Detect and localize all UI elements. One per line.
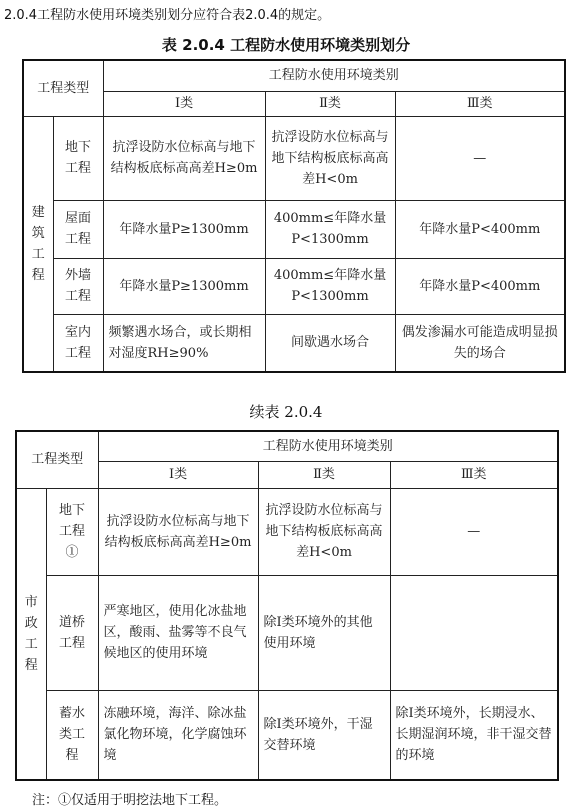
header-class-2: Ⅱ类 (265, 91, 395, 116)
group-label: 建筑工程 (31, 204, 45, 283)
table-note: 注：①仅适用于明挖法地下工程。 (32, 793, 228, 808)
cell-class-3: — (390, 488, 558, 575)
cell-class-1: 抗浮设防水位标高与地下结构板底标高高差H≥0m (103, 116, 265, 200)
cell-class-1: 冻融环境，海洋、除冰盐氯化物环境，化学腐蚀环境 (98, 690, 258, 780)
header-class-3: Ⅲ类 (395, 91, 565, 116)
cell-class-2: 间歇遇水场合 (265, 314, 395, 372)
row-name: 蓄水类工程 (46, 690, 98, 780)
cell-class-2: 除Ⅰ类环境外的其他使用环境 (258, 575, 390, 690)
table1-caption: 表 2.0.4 工程防水使用环境类别划分 (161, 36, 411, 54)
cell-class-3: 偶发渗漏水可能造成明显损失的场合 (395, 314, 565, 372)
cell-class-1: 年降水量P≥1300mm (103, 200, 265, 258)
group-label: 市政工程 (24, 594, 38, 673)
cell-class-3: 除Ⅰ类环境外，长期浸水、长期湿润环境，非干湿交替的环境 (390, 690, 558, 780)
header-env: 工程防水使用环境类别 (103, 60, 565, 91)
cell-class-1: 抗浮设防水位标高与地下结构板底标高高差H≥0m (98, 488, 258, 575)
table-row (16, 690, 558, 780)
header-type: 工程类型 (16, 431, 98, 488)
table-row (16, 575, 558, 690)
row-name: 外墙工程 (53, 258, 103, 314)
cell-class-2: 抗浮设防水位标高与地下结构板底标高高差H<0m (265, 116, 395, 200)
header-env: 工程防水使用环境类别 (98, 431, 558, 461)
group-municipal (16, 488, 46, 780)
table-header-row (23, 60, 565, 91)
table2-caption: 续表 2.0.4 (249, 403, 323, 421)
row-name: 地下工程① (46, 488, 98, 575)
row-name: 地下工程 (53, 116, 103, 200)
cell-class-1: 频繁遇水场合，或长期相对湿度RH≥90% (103, 314, 265, 372)
table-environment-building (22, 59, 566, 373)
header-class-1: Ⅰ类 (98, 461, 258, 488)
group-building (23, 116, 53, 372)
cell-class-2: 400mm≤年降水量P<1300mm (265, 200, 395, 258)
cell-class-3: 年降水量P<400mm (395, 200, 565, 258)
cell-class-3: 年降水量P<400mm (395, 258, 565, 314)
table-row (23, 116, 565, 200)
table-environment-municipal (15, 430, 559, 781)
table-header-cols (23, 91, 565, 116)
table-row (23, 314, 565, 372)
header-class-1: Ⅰ类 (103, 91, 265, 116)
cell-class-1: 严寒地区，使用化冰盐地区，酸雨、盐雾等不良气候地区的使用环境 (98, 575, 258, 690)
table-header-row (16, 431, 558, 461)
cell-class-2: 400mm≤年降水量P<1300mm (265, 258, 395, 314)
table-row (16, 488, 558, 575)
intro-text: 2.0.4工程防水使用环境类别划分应符合表2.0.4的规定。 (4, 8, 331, 23)
cell-class-3: — (395, 116, 565, 200)
cell-class-1: 年降水量P≥1300mm (103, 258, 265, 314)
header-class-3: Ⅲ类 (390, 461, 558, 488)
row-name: 道桥工程 (46, 575, 98, 690)
row-name: 室内工程 (53, 314, 103, 372)
cell-class-2: 抗浮设防水位标高与地下结构板底标高高差H<0m (258, 488, 390, 575)
row-name: 屋面工程 (53, 200, 103, 258)
header-class-2: Ⅱ类 (258, 461, 390, 488)
table-header-cols (16, 461, 558, 488)
table-row (23, 258, 565, 314)
cell-class-3 (390, 575, 558, 690)
table-row (23, 200, 565, 258)
cell-class-2: 除Ⅰ类环境外，干湿交替环境 (258, 690, 390, 780)
header-type: 工程类型 (23, 60, 103, 116)
